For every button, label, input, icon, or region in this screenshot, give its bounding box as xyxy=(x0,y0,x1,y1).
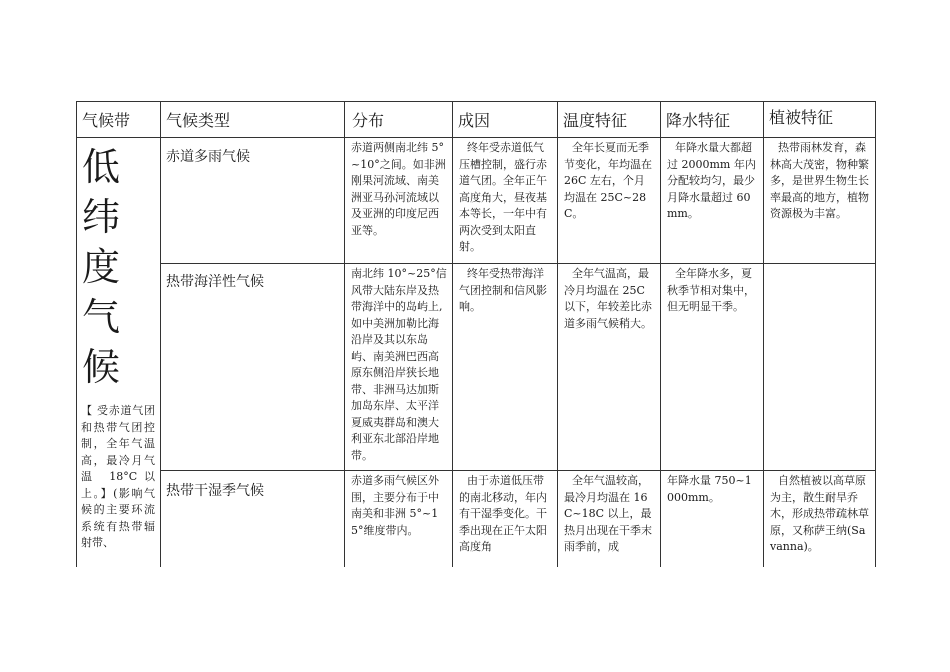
table-border-right xyxy=(875,101,876,567)
cell-temperature: 全年气温较高，最冷月均温在 16C~18C 以上，最热月出现在干季末雨季前，成 xyxy=(564,474,652,553)
cell-cause: 由于赤道低压带的南北移动，年内有干湿季变化。干季出现在正午太阳高度角 xyxy=(459,474,547,553)
header-climate-zone: 气候带 xyxy=(82,110,131,130)
header-vegetation: 植被特征 xyxy=(769,107,834,127)
zone-char: 纬 xyxy=(82,195,121,239)
cell-temperature: 全年长夏而无季节变化，年均温在 26C 左右，个月均温在 25C~28C。 xyxy=(564,141,652,220)
zone-note: 【 受赤道气团和热带气团控制，全年气温高，最冷月气温 18°C以上。】(影响气候的主要环流系统有热带辐射带、 xyxy=(81,404,155,549)
zone-char: 度 xyxy=(82,245,121,289)
cell-vegetation: 自然植被以高草原为主，散生耐旱乔木，形成热带疏林草原，又称萨王纳(Savanna)。 xyxy=(770,474,869,553)
cell-cause: 终年受赤道低气压槽控制，盛行赤道气团。全年正午高度角大，昼夜基本等长，一年中有两次受到太阳直射。 xyxy=(459,141,547,253)
zone-char: 气 xyxy=(82,295,121,339)
climate-type-tropical-maritime: 热带海洋性气候 xyxy=(166,274,264,290)
cell-distribution: 赤道多雨气候区外围，主要分布于中南美和非洲 5°~15°维度带内。 xyxy=(351,474,439,537)
climate-table xyxy=(76,101,876,567)
zone-char: 候 xyxy=(82,345,121,389)
header-climate-type: 气候类型 xyxy=(166,110,231,130)
header-precipitation: 降水特征 xyxy=(666,110,731,130)
header-distribution: 分布 xyxy=(352,110,385,130)
cell-temperature: 全年气温高，最冷月均温在 25C 以下，年较差比赤道多雨气候稍大。 xyxy=(564,267,652,330)
cell-precipitation: 年降水量 750~1000mm。 xyxy=(667,474,752,504)
cell-vegetation xyxy=(764,264,875,470)
cell-precipitation: 全年降水多，夏秋季节相对集中，但无明显干季。 xyxy=(667,267,755,313)
header-temperature: 温度特征 xyxy=(563,110,628,130)
zone-char: 低 xyxy=(82,145,121,189)
climate-type-tropical-savanna: 热带干湿季气候 xyxy=(166,483,264,499)
cell-distribution: 赤道两侧南北纬 5°~10°之间。如非洲刚果河流域、南美洲亚马孙河流域以及亚洲的印度尼西亚等。 xyxy=(351,141,446,237)
climate-type-equatorial: 赤道多雨气候 xyxy=(166,149,250,165)
cell-cause: 终年受热带海洋气团控制和信风影响。 xyxy=(459,267,547,313)
cell-vegetation: 热带雨林发育，森林高大茂密，物种繁多，是世界生物生长率最高的地方，植物资源极为丰富。 xyxy=(770,141,869,220)
cell-precipitation: 年降水量大都超过 2000mm 年内分配较均匀，最少月降水量超过 60mm。 xyxy=(667,141,756,220)
header-cause: 成因 xyxy=(458,110,491,130)
cell-distribution: 南北纬 10°~25°信风带大陆东岸及热带海洋中的岛屿上,如中美洲加勒比海沿岸及其以东岛屿、南美洲巴西高原东侧沿岸狭长地带、非洲马达加斯加岛东岸、太平洋夏威夷群岛和澳大利亚东北部沿岸地带。 xyxy=(351,267,447,462)
